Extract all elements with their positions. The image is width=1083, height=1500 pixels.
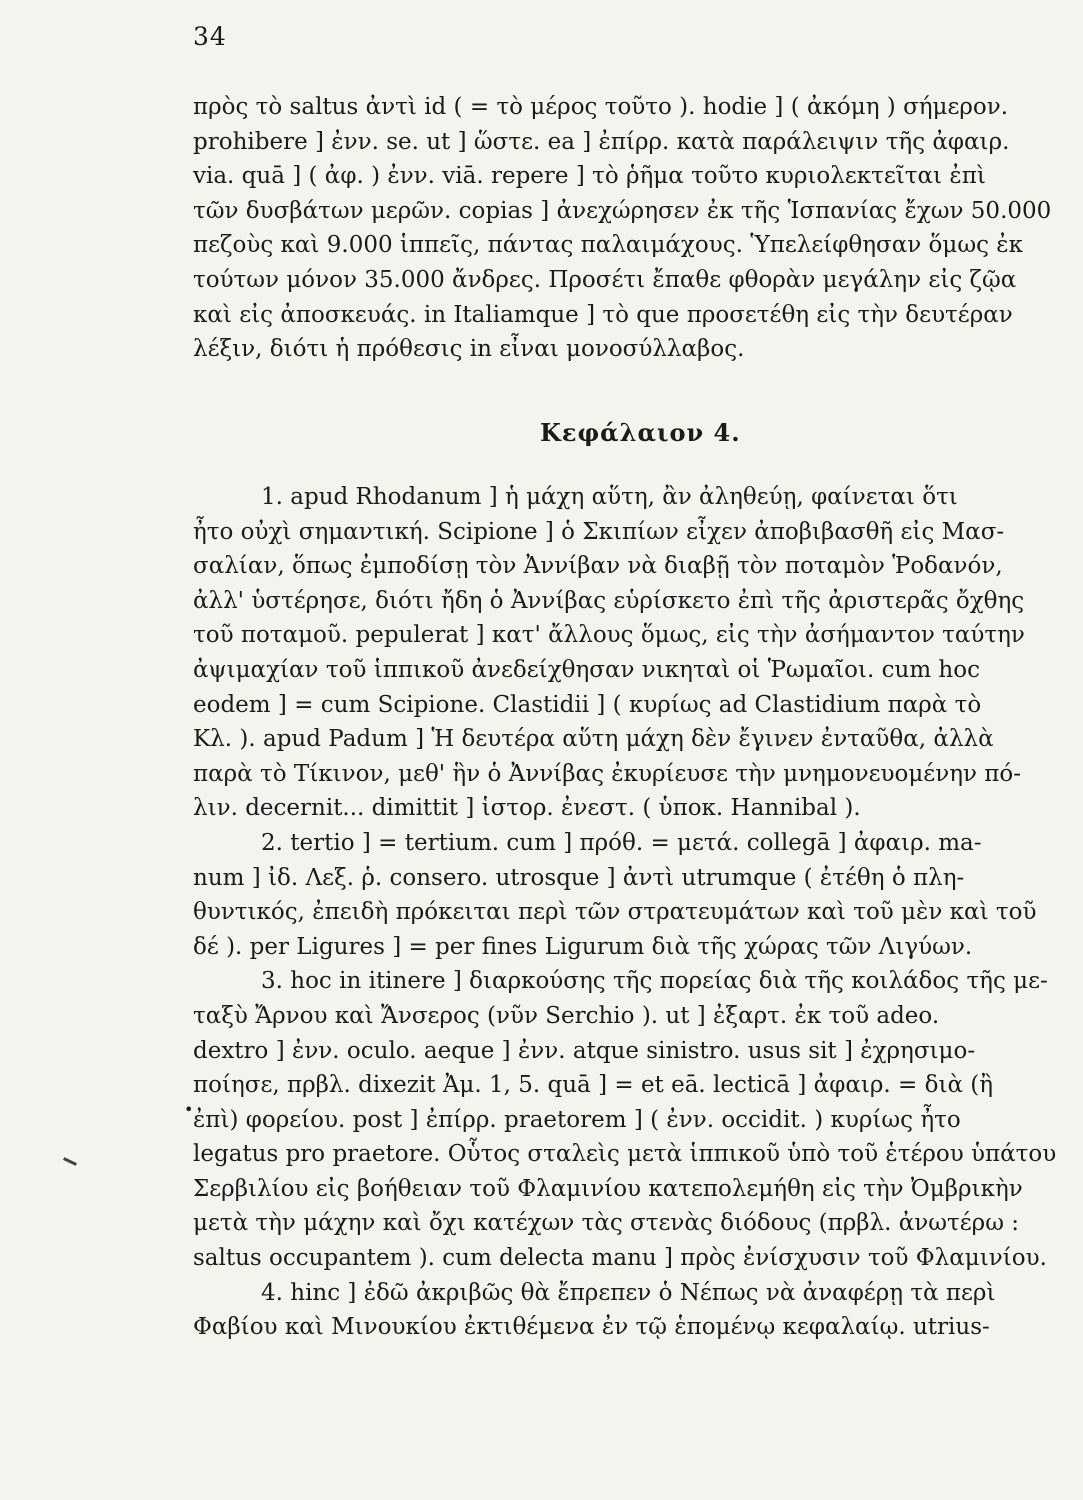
paragraph-1-start: 1. apud Rhodanum ] ἡ μάχη αὕτη, ἂν ἀληθεύῃ, φαίνεται ὅτι xyxy=(261,484,958,510)
text-line: πεζοὺς καὶ 9.000 ἱππεῖς, πάντας παλαιμάχους. Ὑπελείφθησαν ὅμως ἐκ xyxy=(193,232,1024,259)
text-line: δέ ). per Ligures ] = per fines Ligurum διὰ τῆς χώρας τῶν Λιγύων. xyxy=(193,933,973,960)
text-line: Κλ. ). apud Padum ] Ἡ δευτέρα αὕτη μάχη δὲν ἔγινεν ἐνταῦθα, ἀλλὰ xyxy=(193,726,994,753)
text-line: via. quā ] ( ἀφ. ) ἐνν. viā. repere ] τὸ ῥῆμα τοῦτο κυριολεκτεῖται ἐπὶ xyxy=(193,163,986,190)
text-line: dextro ] ἐνν. oculo. aeque ] ἐνν. atque sinistro. usus sit ] ἐχρησιμο- xyxy=(193,1037,976,1064)
commentary-block-1 xyxy=(193,90,1063,367)
text-line: τούτων μόνον 35.000 ἄνδρες. Προσέτι ἔπαθε φθορὰν μεγάλην εἰς ζῷα xyxy=(193,266,1017,293)
text-line: λέξιν, διότι ἡ πρόθεσις in εἶναι μονοσύλλαβος. xyxy=(193,336,745,363)
text-line: παρὰ τὸ Τίκινον, μεθ' ἣν ὁ Ἀννίβας ἐκυρίευσε τὴν μνημονευομένην πό- xyxy=(193,760,1022,787)
text-line: καὶ εἰς ἀποσκευάς. in Italiamque ] τὸ que προσετέθη εἰς τὴν δευτέραν xyxy=(193,301,1013,328)
text-line: legatus pro praetore. Οὗτος σταλεὶς μετὰ ἱππικοῦ ὑπὸ τοῦ ἑτέρου ὑπάτου xyxy=(193,1141,1057,1168)
commentary-block-2 xyxy=(193,480,1063,1345)
text-line: ἀλλ' ὑστέρησε, διότι ἤδη ὁ Ἀννίβας εὑρίσκετο ἐπὶ τῆς ἀριστερᾶς ὄχθης xyxy=(193,587,1025,614)
text-line: saltus occupantem ). cum delecta manu ] πρὸς ἐνίσχυσιν τοῦ Φλαμινίου. xyxy=(193,1245,1047,1272)
text-line: prohibere ] ἐνν. se. ut ] ὥστε. ea ] ἐπίρρ. κατὰ παράλειψιν τῆς ἀφαιρ. xyxy=(193,128,1010,155)
margin-dash-mark xyxy=(63,1157,77,1166)
text-line: Σερβιλίου εἰς βοήθειαν τοῦ Φλαμινίου κατεπολεμήθη εἰς τὴν Ὀμβρικὴν xyxy=(193,1175,1023,1202)
text-line: eodem ] = cum Scipione. Clastidii ] ( κυρίως ad Clastidium παρὰ τὸ xyxy=(193,691,982,718)
text-line: μετὰ τὴν μάχην καὶ ὄχι κατέχων τὰς στενὰς διόδους (πρβλ. ἀνωτέρω : xyxy=(193,1210,1020,1237)
paragraph-3-start: 3. hoc in itinere ] διαρκούσης τῆς πορείας διὰ τῆς κοιλάδος τῆς με- xyxy=(261,968,1048,995)
paragraph-4-start: 4. hinc ] ἐδῶ ἀκριβῶς θὰ ἔπρεπεν ὁ Νέπως νὰ ἀναφέρῃ τὰ περὶ xyxy=(261,1279,996,1306)
text-line: ταξὺ Ἄρνου καὶ Ἄνσερος (νῦν Serchio ). ut ] ἐξαρτ. ἐκ τοῦ adeo. xyxy=(193,1002,940,1029)
text-line: τῶν δυσβάτων μερῶν. copias ] ἀνεχώρησεν ἐκ τῆς Ἱσπανίας ἔχων 50.000 xyxy=(193,197,1052,224)
text-line: σαλίαν, ὅπως ἐμποδίσῃ τὸν Ἀννίβαν νὰ διαβῇ τὸν ποταμὸν Ῥοδανόν, xyxy=(193,553,1003,580)
margin-dot-mark: • xyxy=(184,1100,194,1119)
text-line: num ] ἰδ. Λεξ. ῥ. consero. utrosque ] ἀντὶ utrumque ( ἐτέθη ὁ πλη- xyxy=(193,864,965,891)
text-line: ἐπὶ) φορείου. post ] ἐπίρρ. praetorem ] ( ἐνν. occidit. ) κυρίως ἦτο xyxy=(193,1106,961,1133)
text-line: ἀψιμαχίαν τοῦ ἱππικοῦ ἀνεδείχθησαν νικηταὶ οἱ Ῥωμαῖοι. cum hoc xyxy=(193,656,980,683)
text-line: Φαβίου καὶ Μινουκίου ἐκτιθέμενα ἐν τῷ ἑπομένῳ κεφαλαίῳ. utrius- xyxy=(193,1314,990,1341)
page-number: 34 xyxy=(193,22,227,51)
text-line: πρὸς τὸ saltus ἀντὶ id ( = τὸ μέρος τοῦτο ). hodie ] ( ἀκόμη ) σήμερον. xyxy=(193,94,1009,120)
chapter-heading: Κεφάλαιον 4. xyxy=(540,418,741,447)
text-line: λιν. decernit... dimittit ] ἱστορ. ἐνεστ. ( ὑποκ. Hannibal ). xyxy=(193,795,861,822)
paragraph-2-start: 2. tertio ] = tertium. cum ] πρόθ. = μετά. collegā ] ἀφαιρ. ma- xyxy=(261,829,982,856)
text-line: θυντικός, ἐπειδὴ πρόκειται περὶ τῶν στρατευμάτων καὶ τοῦ μὲν καὶ τοῦ xyxy=(193,899,1037,926)
text-line: τοῦ ποταμοῦ. pepulerat ] κατ' ἄλλους ὅμως, εἰς τὴν ἀσήμαντον ταύτην xyxy=(193,622,1025,649)
text-line: ἦτο οὐχὶ σημαντική. Scipione ] ὁ Σκιπίων εἶχεν ἀποβιβασθῆ εἰς Μασ- xyxy=(193,518,1005,545)
text-line: ποίησε, πρβλ. dixezit Ἀμ. 1, 5. quā ] = et eā. lecticā ] ἀφαιρ. = διὰ (ἢ xyxy=(193,1072,994,1099)
